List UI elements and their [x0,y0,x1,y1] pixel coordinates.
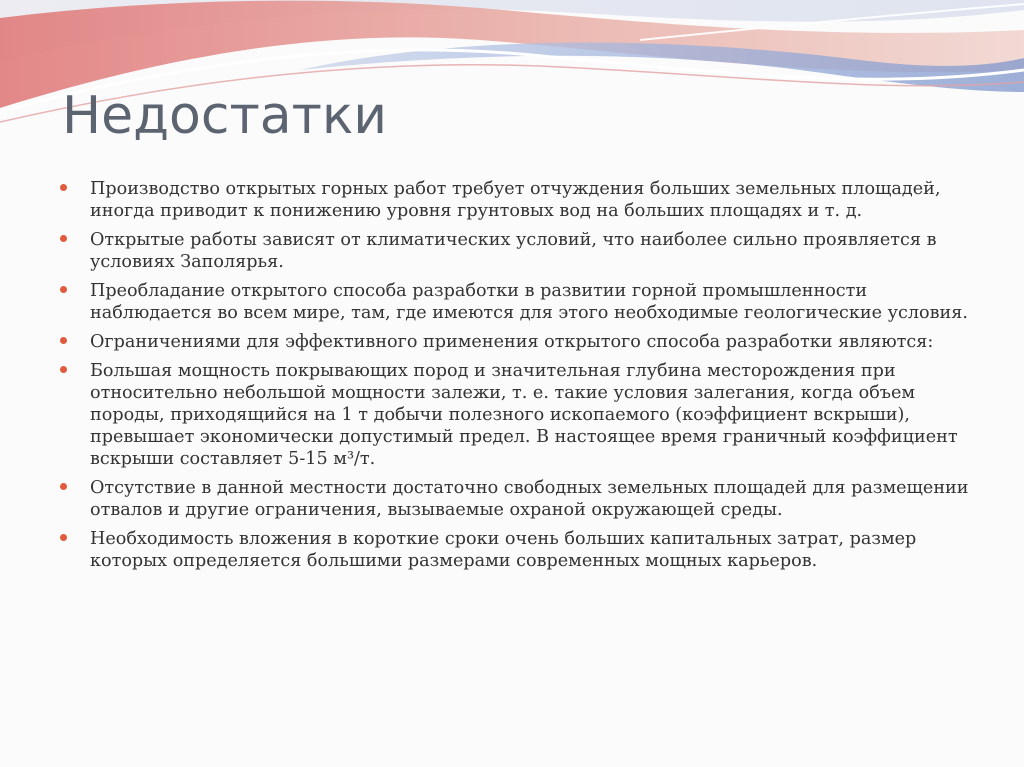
bullet-item [58,477,978,521]
bullet-text: Большая мощность покрывающих пород и значительная глубина месторождения при относительно небольшой мощности залежи, т. е. такие условия залегания, когда объем породы, приходящийся на 1 т добычи полезного ископаемого (коэффициент вскрыши), превышает экономически допустимый предел. В настоящее время граничный коэффициент вскрыши составляет 5-15 м³/т. [90,361,958,469]
bullet-item [58,528,978,572]
bullet-text: Преобладание открытого способа разработки в развитии горной промышленности наблюдается во всем мире, там, где имеются для этого необходимые геологические условия. [90,281,968,323]
bullet-marker-icon [60,483,67,490]
bullet-text: Производство открытых горных работ требует отчуждения больших земельных площадей, иногда приводит к понижению уровня грунтовых вод на больших площадях и т. д. [90,179,941,221]
bullet-list [58,178,978,579]
bullet-item [58,331,978,353]
bullet-marker-icon [60,337,67,344]
bullet-item [58,229,978,273]
bullet-text: Ограничениями для эффективного применения открытого способа разработки являются: [90,332,934,352]
bullet-marker-icon [60,235,67,242]
bullet-marker-icon [60,534,67,541]
bullet-item [58,178,978,222]
bullet-marker-icon [60,184,67,191]
bullet-text: Необходимость вложения в короткие сроки очень больших капитальных затрат, размер которых определяется большими размерами современных мощных карьеров. [90,529,917,571]
bullet-item [58,360,978,470]
bullet-marker-icon [60,286,67,293]
bullet-text: Отсутствие в данной местности достаточно свободных земельных площадей для размещении отвалов и другие ограничения, вызываемые охраной окружающей среды. [90,478,969,520]
slide-title: Недостатки [62,86,388,146]
bullet-marker-icon [60,366,67,373]
bullet-item [58,280,978,324]
bullet-text: Открытые работы зависят от климатических условий, что наиболее сильно проявляется в условиях Заполярья. [90,230,937,272]
